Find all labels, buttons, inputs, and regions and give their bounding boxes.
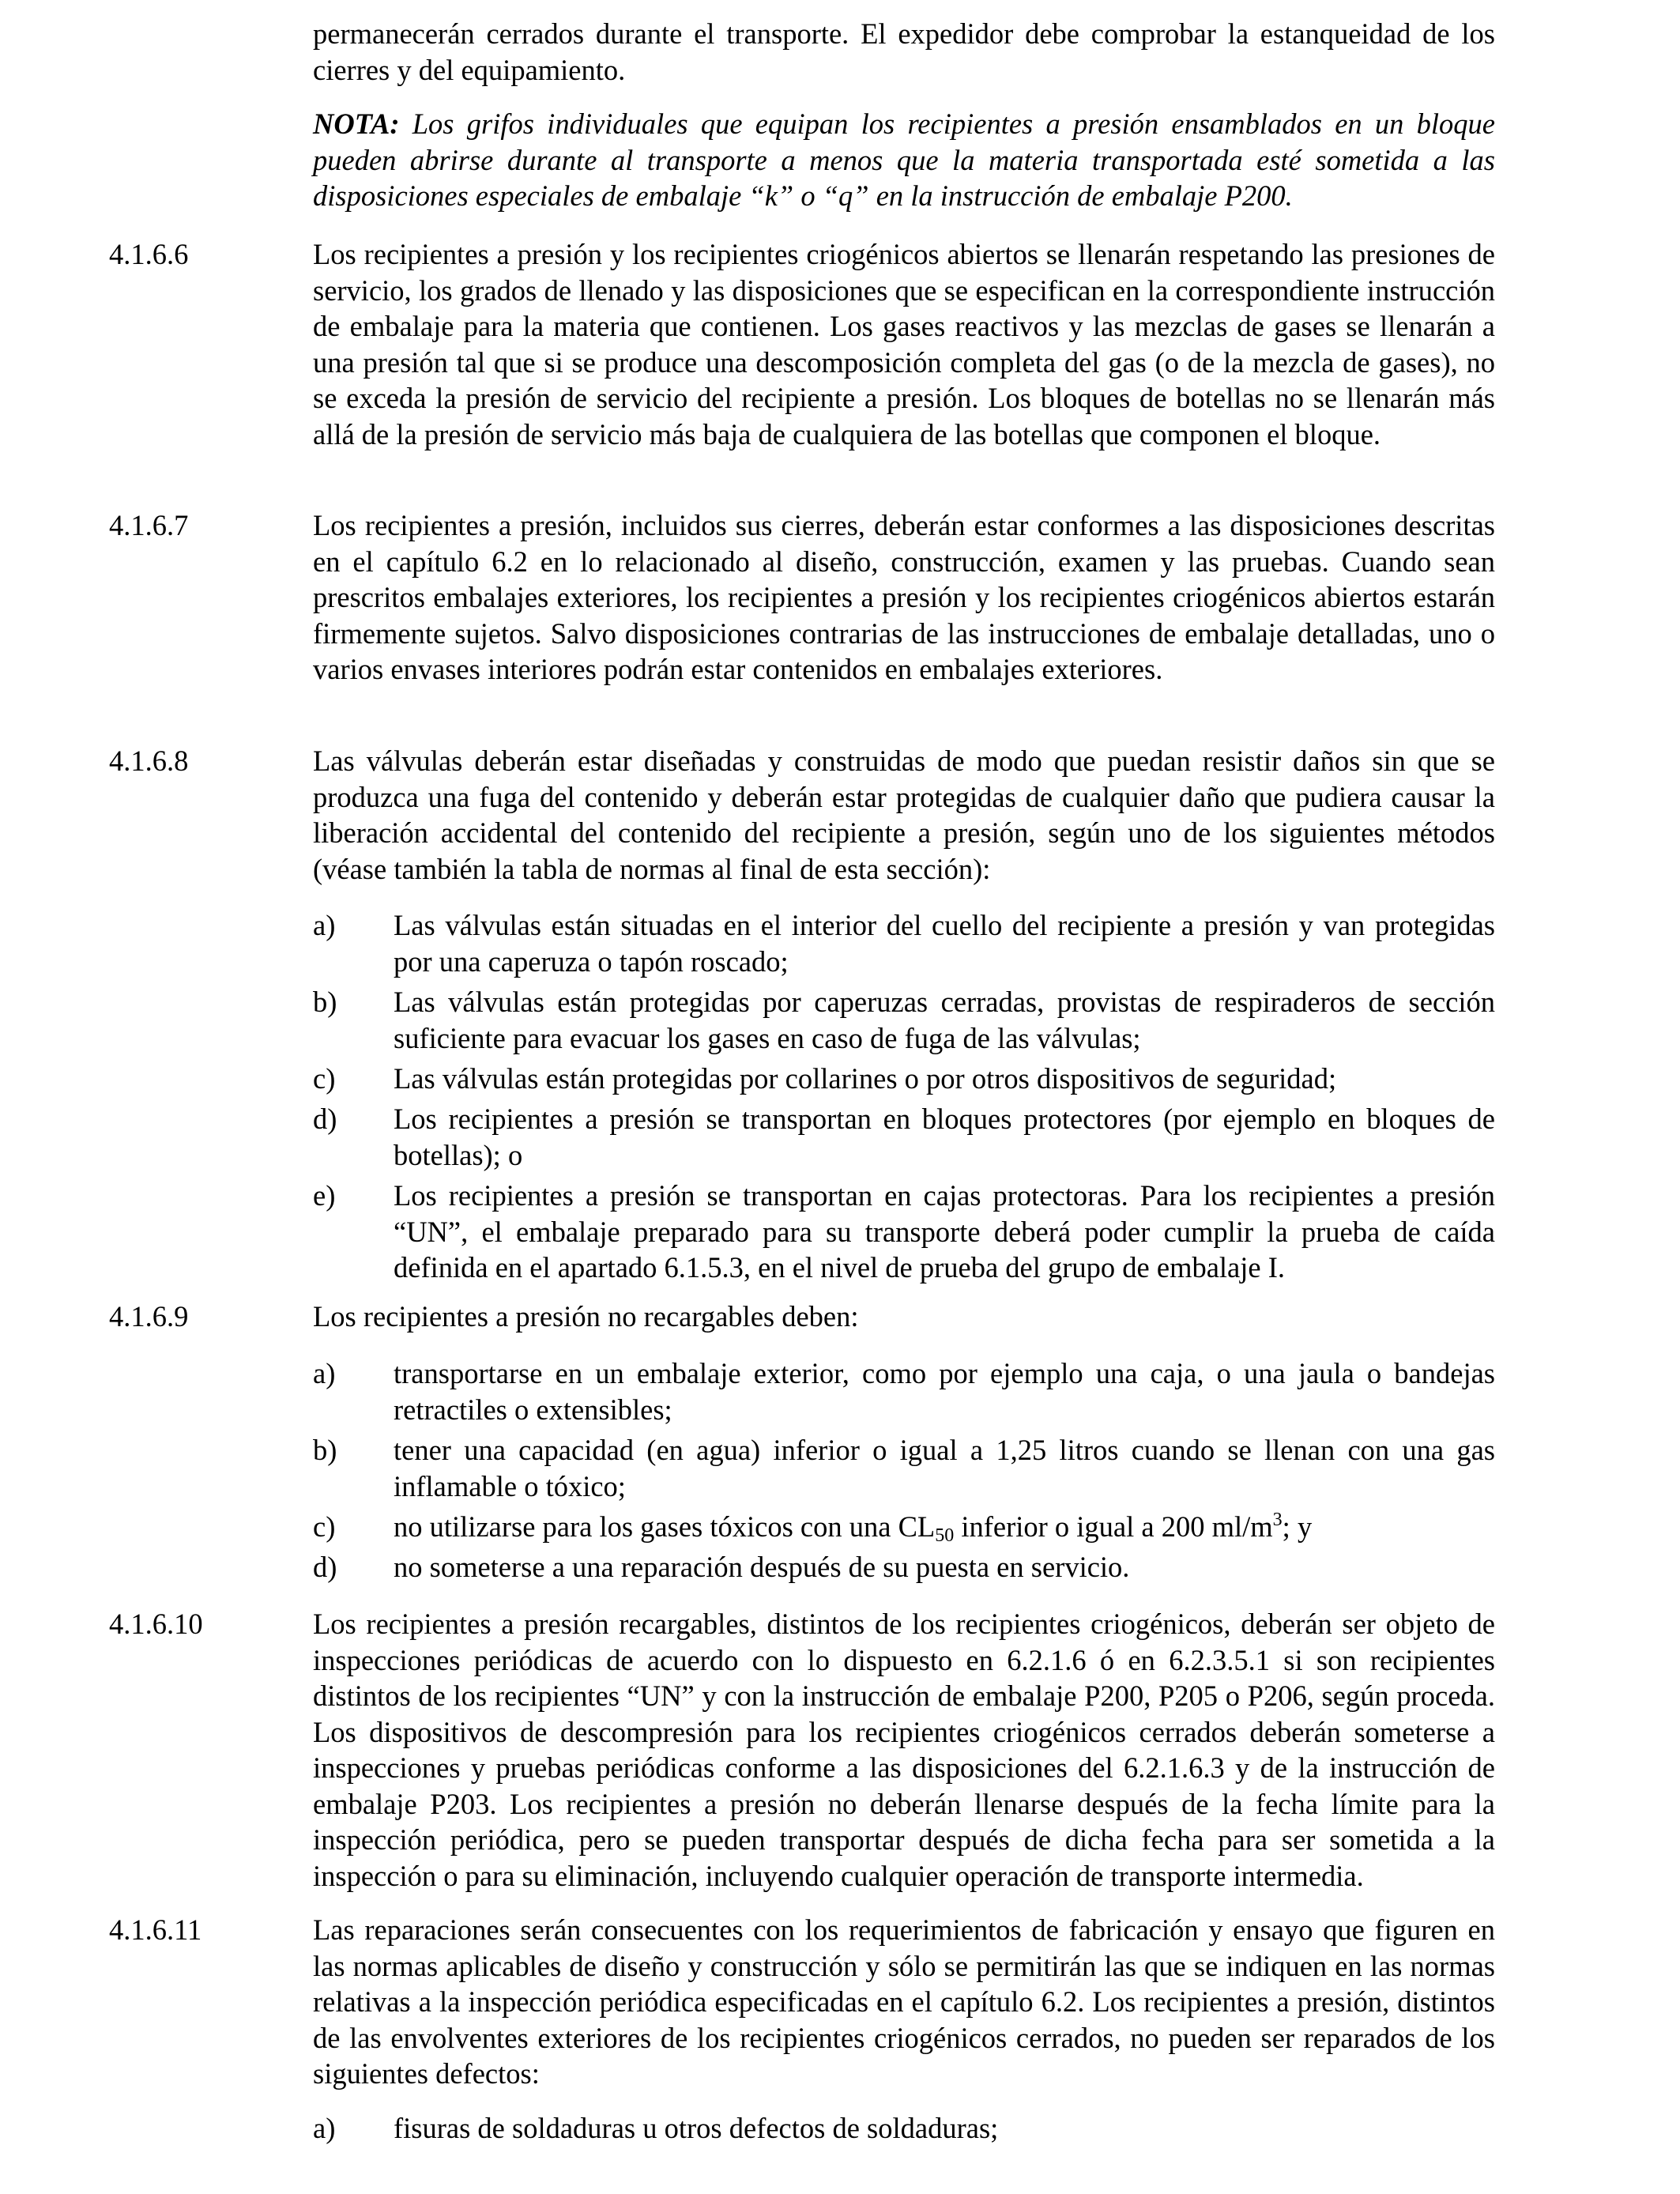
list-item-text: Los recipientes a presión se transportan en cajas protectoras. Para los recipientes a presión “UN”, el embalaje preparado para su transporte deberá poder cumplir la prueba de caída definida en el apartado 6.1.5.3, en el nivel de prueba del grupo de embalaje I. bbox=[394, 1179, 1495, 1284]
subscript: 50 bbox=[935, 1525, 955, 1546]
section-number-4-1-6-11: 4.1.6.11 bbox=[109, 1913, 202, 1946]
list-item-letter: d) bbox=[313, 1103, 337, 1135]
list-item-letter: e) bbox=[313, 1179, 336, 1212]
list-item-text: Los recipientes a presión se transportan en bloques protectores (por ejemplo en bloques de botellas); o bbox=[394, 1103, 1495, 1171]
list-item-text: fisuras de soldaduras u otros defectos de soldaduras; bbox=[394, 2112, 999, 2144]
list-item-text-part: inferior o igual a 200 ml/m bbox=[954, 1510, 1273, 1543]
list-item-text: transportarse en un embalaje exterior, como por ejemplo una caja, o una jaula o bandejas retractiles o extensibles; bbox=[394, 1357, 1495, 1426]
list-item-text: tener una capacidad (en agua) inferior o igual a 1,25 litros cuando se llenan con una gas inflamable o tóxico; bbox=[394, 1434, 1495, 1502]
list-item-text: Las válvulas están situadas en el interior del cuello del recipiente a presión y van protegidas por una caperuza o tapón roscado; bbox=[394, 909, 1495, 978]
list-item-letter: a) bbox=[313, 909, 336, 941]
list-item-text-part: ; y bbox=[1282, 1510, 1313, 1543]
section-text-4-1-6-8: Las válvulas deberán estar diseñadas y construidas de modo que puedan resistir daños sin que se produzca una fuga del contenido y deberán estar protegidas de cualquier daño que pudiera causar la liberación accidental del contenido del recipiente a presión, según uno de los siguientes métodos (véase también la tabla de normas al final de esta sección): bbox=[313, 745, 1495, 885]
section-number-4-1-6-8: 4.1.6.8 bbox=[109, 745, 189, 777]
section-text-4-1-6-11: Las reparaciones serán consecuentes con los requerimientos de fabricación y ensayo que figuren en las normas aplicables de diseño y construcción y sólo se permitirán las que se indiquen en las normas relativas a la inspección periódica especificadas en el capítulo 6.2. Los recipientes a presión, distintos de las envolventes exteriores de los recipientes criogénicos cerrados, no pueden ser reparados de los siguientes defectos: bbox=[313, 1913, 1495, 2090]
list-item-letter: a) bbox=[313, 2112, 336, 2144]
note-paragraph bbox=[313, 106, 1495, 214]
list-item-text-part: no utilizarse para los gases tóxicos con una CL bbox=[394, 1510, 936, 1543]
list-item-letter: c) bbox=[313, 1062, 336, 1095]
section-text-4-1-6-6: Los recipientes a presión y los recipientes criogénicos abiertos se llenarán respetando las presiones de servicio, los grados de llenado y las disposiciones que se especifican en la correspondiente instrucción de embalaje para la materia que contienen. Los gases reactivos y las mezclas de gases se llenarán a una presión tal que si se produce una descomposición completa del gas (o de la mezcla de gases), no se exceda la presión de servicio del recipiente a presión. Los bloques de botellas no se llenarán más allá de la presión de servicio más baja de cualquiera de las botellas que componen el bloque. bbox=[313, 238, 1495, 450]
section-text-4-1-6-7: Los recipientes a presión, incluidos sus cierres, deberán estar conformes a las disposiciones descritas en el capítulo 6.2 en lo relacionado al diseño, construcción, examen y las pruebas. Cuando sean prescritos embalajes exteriores, los recipientes a presión y los recipientes criogénicos abiertos estarán firmemente sujetos. Salvo disposiciones contrarias de las instrucciones de embalaje detalladas, uno o varios envases interiores podrán estar contenidos en embalajes exteriores. bbox=[313, 509, 1495, 685]
list-item-letter: d) bbox=[313, 1551, 337, 1583]
list-item-letter: c) bbox=[313, 1510, 336, 1543]
section-number-4-1-6-10: 4.1.6.10 bbox=[109, 1608, 203, 1640]
section-number-4-1-6-7: 4.1.6.7 bbox=[109, 509, 189, 541]
list-item-letter: a) bbox=[313, 1357, 336, 1389]
note-text: Los grifos individuales que equipan los recipientes a presión ensamblados en un bloque pueden abrirse durante al transporte a menos que la materia transportada esté sometida a las disposiciones especiales de embalaje “k” o “q” en la instrucción de embalaje P200. bbox=[313, 107, 1495, 212]
list-item-text: no someterse a una reparación después de su puesta en servicio. bbox=[394, 1551, 1130, 1583]
list-item-letter: b) bbox=[313, 986, 337, 1018]
section-text-4-1-6-10: Los recipientes a presión recargables, distintos de los recipientes criogénicos, deberán ser objeto de inspecciones periódicas de acuerdo con lo dispuesto en 6.2.1.6 ó en 6.2.3.5.1 si son recipientes distintos de los recipientes “UN” y con la instrucción de embalaje P200, P205 o P206, según proceda. Los dispositivos de descompresión para los recipientes criogénicos cerrados deberán someterse a inspecciones y pruebas periódicas conforme a las disposiciones del 6.2.1.6.3 y de la instrucción de embalaje P203. Los recipientes a presión no deberán llenarse después de la fecha límite para la inspección periódica, pero se pueden transportar después de dicha fecha para ser sometida a la inspección o para su eliminación, incluyendo cualquier operación de transporte intermedia. bbox=[313, 1608, 1495, 1892]
section-number-4-1-6-6: 4.1.6.6 bbox=[109, 238, 189, 270]
list-item-text: Las válvulas están protegidas por caperuzas cerradas, provistas de respiraderos de sección suficiente para evacuar los gases en caso de fuga de las válvulas; bbox=[394, 986, 1495, 1054]
section-number-4-1-6-9: 4.1.6.9 bbox=[109, 1300, 189, 1333]
superscript: 3 bbox=[1272, 1510, 1283, 1530]
list-item-text bbox=[394, 1509, 1495, 1545]
section-text-4-1-6-9: Los recipientes a presión no recargables deben: bbox=[313, 1300, 859, 1333]
list-item-letter: b) bbox=[313, 1434, 337, 1466]
intro-paragraph: permanecerán cerrados durante el transporte. El expedidor debe comprobar la estanqueidad de los cierres y del equipamiento. bbox=[313, 17, 1495, 86]
note-label: NOTA: bbox=[313, 107, 400, 140]
list-item-text: Las válvulas están protegidas por collarines o por otros dispositivos de seguridad; bbox=[394, 1062, 1337, 1095]
